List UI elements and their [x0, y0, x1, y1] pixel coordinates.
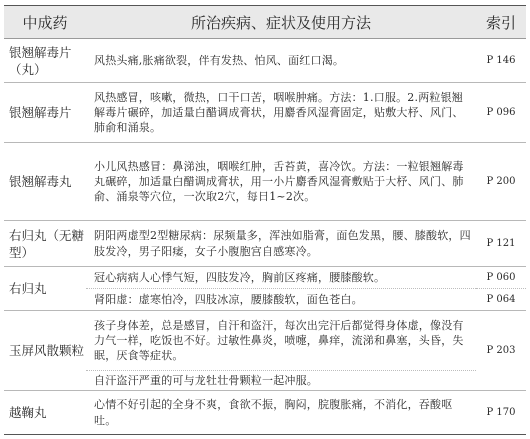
table-row: [4, 83, 526, 143]
medicine-description: 孩子身体差，总是感冒，自汗和盗汗，每次出完汗后都觉得身体虚，像没有力气一样，吃饭也不好。过敏性鼻炎，喷嚏，鼻痒，流涕和鼻塞，头昏，失眠，厌食等症状。: [86, 311, 476, 371]
page-index: P 064: [476, 289, 526, 311]
medicine-description: 冠心病病人心悸气短，四肢发冷，胸前区疼痛，腰膝酸软。: [86, 267, 476, 289]
medicine-name: [4, 39, 86, 83]
medicine-description: 小儿风热感冒：鼻涕浊，咽喉红肿，舌苔黄，喜冷饮。方法：一粒银翘解毒丸碾碎，加适量白醋调成膏状，用一小片麝香风湿膏敷贴于大杼、风门、肺俞、涌泉等穴位，一次取2穴，每日1~2次。: [86, 143, 476, 221]
medicine-name-text: 银翘解毒片（丸）: [9, 44, 72, 77]
table-row: [4, 143, 526, 221]
table-row: [4, 391, 526, 435]
page-index: P 200: [476, 143, 526, 221]
medicine-name: 越鞠丸: [4, 391, 86, 435]
header-medicine: 中成药: [4, 6, 86, 39]
page-index: P 096: [476, 83, 526, 143]
table-row: [4, 39, 526, 83]
medicine-name: 银翘解毒丸: [4, 143, 86, 221]
medicine-description: 肾阳虚：虚寒怕冷，四肢冰凉，腰膝酸软，面色苍白。: [86, 289, 476, 311]
medicine-description: 风热感冒，咳嗽，微热，口干口苦，咽喉肿痛。方法：1.口服。2.两粒银翘解毒片碾碎，加适量白醋调成膏状，用麝香风湿膏固定，贴敷大杼、风门、肺俞和涌泉。: [86, 83, 476, 143]
medicine-name: 右归丸: [4, 267, 86, 311]
medicine-description: 心情不好引起的全身不爽，食欲不振，胸闷，脘腹胀痛，不消化，吞酸呕吐。: [86, 391, 476, 435]
medicine-description: 自汗盗汗严重的可与龙牡壮骨颗粒一起冲服。: [86, 371, 476, 391]
medicine-name: 银翘解毒片: [4, 83, 86, 143]
medicine-table: [4, 5, 526, 435]
medicine-name: 玉屏风散颗粒: [4, 311, 86, 391]
table-row: [4, 267, 526, 289]
page-index: P 203: [476, 311, 526, 391]
page-index: P 121: [476, 221, 526, 267]
page-index: P 060: [476, 267, 526, 289]
table-row: [4, 311, 526, 371]
page-index: P 170: [476, 391, 526, 435]
table-row: [4, 221, 526, 267]
header-description: 所治疾病、症状及使用方法: [86, 6, 476, 39]
medicine-name: 右归丸（无糖型）: [4, 221, 86, 267]
medicine-description: 阴阳两虚型2型糖尿病：尿频量多，浑浊如脂膏，面色发黑，腰、膝酸软，四肢发冷，男子阳痿，女子小腹胞宫自感寒冷。: [86, 221, 476, 267]
header-index: 索引: [476, 6, 526, 39]
medicine-description: 风热头痛,胀痛欲裂，伴有发热、怕风、面红口渴。: [86, 39, 476, 83]
table-header-row: [4, 6, 526, 39]
page-index: P 146: [476, 39, 526, 83]
